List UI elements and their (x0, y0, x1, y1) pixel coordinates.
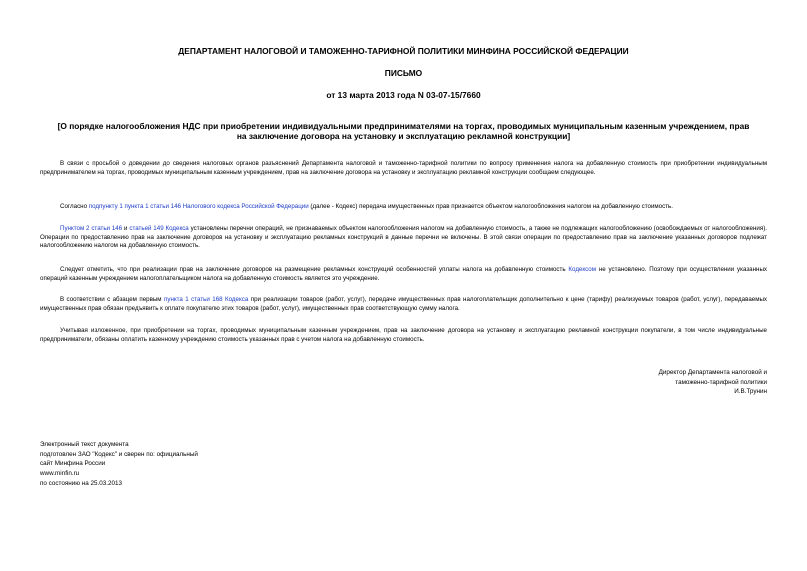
link-art149[interactable]: статьей 149 Кодекса (129, 225, 189, 232)
paragraph-1: В связи с просьбой о доведении до сведения налоговых органов разъяснений Департамента налоговой и таможенно-тарифной политики по вопросу применения налога на добавленную стоимость при приобретении индивидуальным предпринимателем на торгах, проводимых муниципальным казенным учреждением, прав на заключение договора на установку и эксплуатацию рекламной конструкции сообщаем следующее. (40, 160, 767, 176)
link-tax-code-art146-p1[interactable]: подпункту 1 пункта 1 статьи 146 Налогового кодекса Российской Федерации (88, 203, 309, 210)
paragraph-2-text-start: Согласно (60, 203, 89, 210)
paragraph-3 (40, 225, 767, 251)
paragraph-5-text-start: В соответствии с абзацем первым (60, 296, 164, 303)
paragraph-3-text-end: установлены перечни операций, не признаваемых объектом налогообложения налогом на добавленную стоимость, а также не подлежащих налогообложению (освобождаемых от налогообложения). Операции по предоставлению прав на заключение договоров на установку и эксплуатацию рекламных конструкций в данные перечни не включены. В этой связи операции по предоставлению прав на заключение указанных договоров подлежат налогообложению налогом на добавленную стоимость. (40, 225, 768, 250)
signature-block (527, 368, 767, 397)
footer-note (40, 440, 340, 489)
paragraph-4-text-start: Следует отметить, что при реализации прав на заключение договоров на размещение рекламных конструкций особенностей уплаты налога на добавленную стоимость (60, 266, 569, 273)
department-heading: ДЕПАРТАМЕНТ НАЛОГОВОЙ И ТАМОЖЕННО-ТАРИФНОЙ ПОЛИТИКИ МИНФИНА РОССИЙСКОЙ ФЕДЕРАЦИИ (178, 46, 629, 56)
link-art168-p1[interactable]: пункта 1 статьи 168 Кодекса (164, 296, 249, 303)
paragraph-3-text-and: и (122, 225, 130, 232)
document-type: ПИСЬМО (384, 68, 423, 78)
signature-title-line-1: Директор Департамента налоговой и (658, 369, 767, 376)
paragraph-2-text-end: (далее - Кодекс) передача имущественных прав признается объектом налогообложения налогом на добавленную стоимость. (308, 203, 673, 210)
signature-name: И.В.Трунин (734, 388, 767, 396)
subject-line-2: на заключение договора на установку и эксплуатацию рекламной конструкции] (236, 131, 571, 141)
paragraph-5 (40, 296, 767, 313)
document-date-number: от 13 марта 2013 года N 03-07-15/7660 (326, 90, 481, 100)
paragraph-4 (40, 266, 767, 283)
footer-line-4: www.minfin.ru (40, 470, 80, 478)
document-subject (40, 121, 767, 141)
footer-line-5: по состоянию на 25.03.2013 (40, 479, 122, 487)
signature-title-line-2: таможенно-тарифной политики (675, 378, 767, 386)
footer-line-1: Электронный текст документа (40, 441, 129, 448)
paragraph-4-text-end: не установлено. Поэтому при осуществлении указанных операций казенным учреждением налогоплательщиком налога на добавленную стоимость является это учреждение. (40, 266, 767, 282)
paragraph-5-text-end: при реализации товаров (работ, услуг), передаче имущественных прав налогоплательщик дополнительно к цене (тарифу) реализуемых товаров (работ, услуг), передаваемых имущественных прав обязан предъявить к оплате покупателю этих товаров (работ, услуг), имущественных прав соответствующую сумму налога. (40, 296, 768, 312)
subject-line-1: [О порядке налогообложения НДС при приобретении индивидуальными предпринимателями на торгах, проводимых муниципальным казенным учреждением, прав (57, 121, 750, 131)
link-art146-p2[interactable]: Пунктом 2 статьи 146 (60, 225, 123, 232)
paragraph-2 (40, 203, 767, 212)
footer-line-2: подготовлен ЗАО "Кодекс" и сверен по: официальный (40, 450, 198, 458)
link-codex[interactable]: Кодексом (568, 266, 597, 273)
footer-line-3: сайт Минфина России (40, 460, 106, 468)
paragraph-6: Учитывая изложенное, при приобретении на торгах, проводимых муниципальным казенным учреждением, прав на заключение договора на установку и эксплуатацию рекламной конструкции покупатели, в том числе индивидуальные предприниматели, обязаны оплатить казенному учреждению стоимость указанных прав с учетом налога на добавленную стоимость. (40, 327, 767, 343)
